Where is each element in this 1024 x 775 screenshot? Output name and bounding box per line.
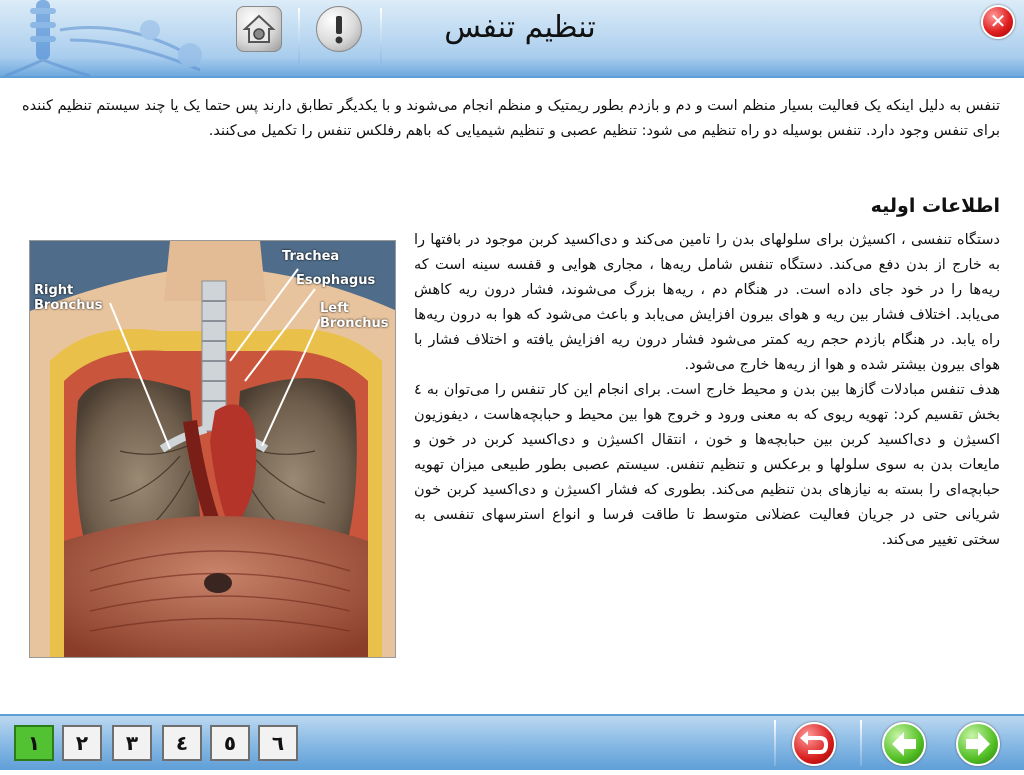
label-left-bronchus-line2: Bronchus: [320, 316, 389, 331]
label-left-bronchus: [320, 301, 388, 331]
page-title: تنظیم تنفس: [444, 10, 596, 45]
label-right-bronchus-line2: Bronchus: [34, 298, 103, 313]
label-esophagus: Esophagus: [296, 273, 376, 288]
info-button[interactable]: [316, 6, 362, 52]
arrow-left-icon: [884, 724, 924, 764]
lungs-decoration-icon: [0, 0, 230, 76]
home-button[interactable]: [236, 6, 282, 52]
label-trachea: Trachea: [282, 249, 340, 264]
header-bar: [0, 0, 1024, 78]
next-button[interactable]: [956, 722, 1000, 766]
home-icon: [237, 7, 281, 51]
label-left-bronchus-line1: Left: [320, 301, 349, 316]
return-arrow-icon: [794, 724, 834, 764]
label-right-bronchus-line1: Right: [34, 283, 74, 298]
footer-bar: [0, 714, 1024, 770]
footer-divider: [774, 720, 776, 766]
intro-paragraph: تنفس به دلیل اینکه یک فعالیت بسیار منظم است و دم و بازدم بطور ریمتیک و منظم انجام می‌شوند و با یکدیگر تطابق دارند پس حتما یک یا چند سیستم تنظیم کننده برای تنفس وجود دارد. تنفس بوسیله دو راه تنظیم می شود: تنظیم عصبی و تنظیم شیمیایی که باهم رفلکس تنفس را تکمیل می‌کنند.: [22, 98, 1000, 139]
close-icon: ✕: [989, 9, 1007, 33]
previous-button[interactable]: [882, 722, 926, 766]
page-button-2[interactable]: ٢: [62, 725, 102, 761]
section-paragraph-1: دستگاه تنفسی ، اکسیژن برای سلولهای بدن را تامین می‌کند و دی‌اکسید کربن موجود در بافتها را به خارج از بدن دفع می‌کند. دستگاه تنفس شامل ریه‌ها ، مجاری هوایی و قفسه سینه است که ریه‌ها را در خود جای داده است. در هنگام دم ، ریه‌ها بزرگ می‌شوند، فشار درون ریه کاهش می‌یابد. اختلاف فشار بین ریه و هوای بیرون افزایش می‌یابد و باعث می‌شود که هوا به درون ریه‌ها راه یابد. در هنگام بازدم حجم ریه کمتر می‌شود فشار درون ریه افزایش یافته و اختلاف فشار با هوای بیرون بیشتر شده و هوا از ریه‌ها خارج می‌شود.: [414, 232, 1000, 373]
page-button-1[interactable]: ١: [14, 725, 54, 761]
page-button-5[interactable]: ٥: [210, 725, 250, 761]
anatomy-illustration: [29, 240, 396, 658]
arrow-right-icon: [958, 724, 998, 764]
section-body: [414, 228, 1000, 553]
page-button-6[interactable]: ٦: [258, 725, 298, 761]
page-button-4[interactable]: ٤: [162, 725, 202, 761]
header-divider: [380, 8, 382, 64]
return-button[interactable]: [792, 722, 836, 766]
section-paragraph-2: هدف تنفس مبادلات گازها بین بدن و محیط خارج است. برای انجام این کار تنفس را می‌توان به ٤ بخش تقسیم کرد: تهویه ریوی که به معنی ورود و خروج هوا بین محیط و حبابچه‌هاست ، دیفوزیون اکسیژن و دی‌اکسید کربن بین حبابچه‌ها و خون ، انتقال اکسیژن و دی‌اکسید کربن در خون و مایعات بدن به سوی سلولها و برعکس و تنظیم تنفس. سیستم عصبی بطور طبیعی میزان تهویه حبابچه‌ای را بسته به نیازهای بدن تنظیم می‌کند. بطوری که فشار اکسیژن و دی‌اکسید کربن خون شریانی حتی در جریان فعالیت عضلانی متوسط تا طاقت فرسا و انواع استرسهای تنفسی به سختی تغییر می‌کند.: [414, 382, 1000, 548]
label-right-bronchus: [34, 283, 102, 313]
exclamation-icon: [317, 7, 361, 51]
page-button-3[interactable]: ٣: [112, 725, 152, 761]
footer-divider: [860, 720, 862, 766]
section-heading: اطلاعات اولیه: [870, 195, 1000, 217]
close-button[interactable]: [981, 5, 1015, 39]
header-divider: [298, 8, 300, 64]
